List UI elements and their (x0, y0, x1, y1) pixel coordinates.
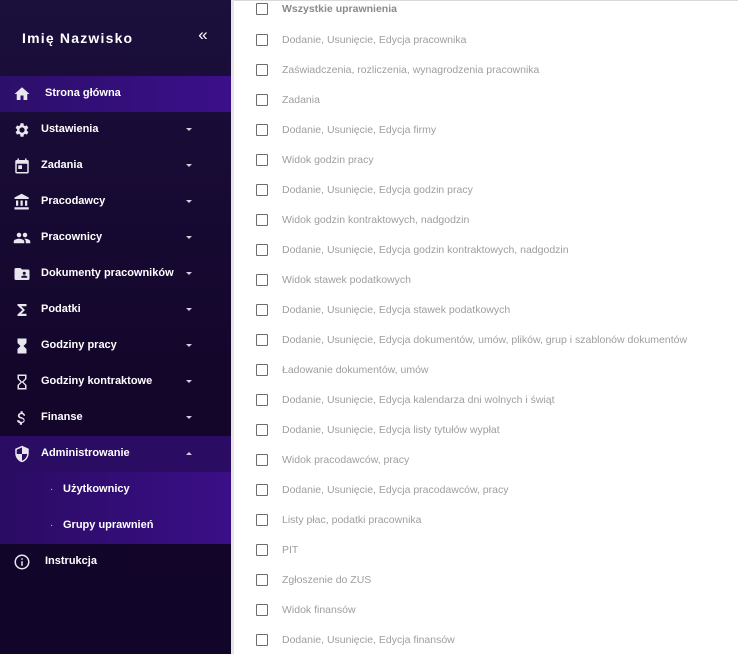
chevron-down-icon (186, 128, 192, 131)
permission-row[interactable] (234, 534, 738, 564)
permission-checkbox[interactable] (256, 454, 268, 466)
sidebar-item-label: Pracownicy (41, 231, 103, 243)
sidebar-item-godziny-pracy[interactable] (0, 328, 231, 364)
sidebar-item-ustawienia[interactable] (0, 112, 231, 148)
chevron-down-icon (186, 164, 192, 167)
permission-label: Zaświadczenia, rozliczenia, wynagrodzenia pracownika (282, 64, 540, 76)
chevron-down-icon (186, 200, 192, 203)
hourglass-filled-icon (13, 337, 31, 355)
chevron-up-icon (186, 452, 192, 455)
permission-checkbox[interactable] (256, 34, 268, 46)
permission-checkbox[interactable] (256, 154, 268, 166)
bank-icon (13, 193, 31, 211)
sidebar-item-pracodawcy[interactable] (0, 184, 231, 220)
folder-icon (13, 265, 31, 283)
permission-checkbox[interactable] (256, 484, 268, 496)
sidebar-item-godziny-kontraktowe[interactable] (0, 364, 231, 400)
permission-row[interactable] (234, 24, 738, 54)
sidebar-subitem-grupy-uprawnien[interactable] (0, 508, 231, 544)
permission-checkbox[interactable] (256, 274, 268, 286)
permission-checkbox[interactable] (256, 64, 268, 76)
sidebar-item-label: Zadania (41, 159, 83, 171)
permission-row[interactable] (234, 324, 738, 354)
sidebar-item-dokumenty-pracownikow[interactable] (0, 256, 231, 292)
permission-checkbox[interactable] (256, 514, 268, 526)
permission-row[interactable] (234, 84, 738, 114)
shield-icon (13, 445, 31, 463)
permission-label: Widok stawek podatkowych (282, 274, 411, 286)
sidebar-subitem-label: Użytkownicy (63, 483, 130, 495)
sidebar-item-label: Ustawienia (41, 123, 99, 135)
permission-label: Wszystkie uprawnienia (282, 3, 397, 15)
permission-row[interactable] (234, 504, 738, 534)
permission-row[interactable] (234, 384, 738, 414)
permission-checkbox[interactable] (256, 304, 268, 316)
permission-label: Widok pracodawców, pracy (282, 454, 410, 466)
info-icon (13, 553, 31, 571)
permission-checkbox[interactable] (256, 364, 268, 376)
hourglass-outline-icon (13, 373, 31, 391)
chevron-down-icon (186, 272, 192, 275)
permission-checkbox[interactable] (256, 124, 268, 136)
permission-row[interactable] (234, 294, 738, 324)
chevron-down-icon (186, 380, 192, 383)
collapse-sidebar-button[interactable]: « (198, 25, 208, 44)
permission-checkbox[interactable] (256, 424, 268, 436)
sidebar-item-label: Instrukcja (45, 555, 97, 567)
sidebar-item-label: Finanse (41, 411, 83, 423)
permission-label: PIT (282, 544, 299, 556)
permission-row-all[interactable] (234, 0, 738, 24)
chevron-down-icon (186, 416, 192, 419)
sidebar-item-instrukcja[interactable] (0, 544, 231, 580)
calendar-icon (13, 157, 31, 175)
home-icon (13, 85, 31, 103)
permission-row[interactable] (234, 264, 738, 294)
permission-label: Widok godzin kontraktowych, nadgodzin (282, 214, 470, 226)
permission-label: Dodanie, Usunięcie, Edycja godzin pracy (282, 184, 473, 196)
permission-row[interactable] (234, 144, 738, 174)
permission-checkbox[interactable] (256, 3, 268, 15)
sidebar-subitem-label: Grupy uprawnień (63, 519, 154, 531)
dollar-icon (13, 409, 31, 427)
permission-checkbox[interactable] (256, 634, 268, 646)
permission-label: Listy płac, podatki pracownika (282, 514, 422, 526)
permission-label: Dodanie, Usunięcie, Edycja kalendarza dni wolnych i świąt (282, 394, 555, 406)
sidebar-item-label: Godziny kontraktowe (41, 375, 153, 387)
sidebar (0, 0, 231, 654)
permission-checkbox[interactable] (256, 244, 268, 256)
permission-checkbox[interactable] (256, 604, 268, 616)
permission-row[interactable] (234, 54, 738, 84)
permission-label: Dodanie, Usunięcie, Edycja pracownika (282, 34, 467, 46)
permission-label: Dodanie, Usunięcie, Edycja listy tytułów wypłat (282, 424, 500, 436)
sidebar-item-administrowanie[interactable] (0, 436, 231, 472)
sidebar-subitem-uzytkownicy[interactable] (0, 472, 231, 508)
sigma-icon (13, 301, 31, 319)
permission-checkbox[interactable] (256, 214, 268, 226)
gear-icon (13, 121, 31, 139)
sidebar-item-label: Administrowanie (41, 447, 130, 459)
permission-label: Dodanie, Usunięcie, Edycja finansów (282, 634, 455, 646)
permission-row[interactable] (234, 474, 738, 504)
permission-row[interactable] (234, 174, 738, 204)
permission-checkbox[interactable] (256, 334, 268, 346)
permission-row[interactable] (234, 594, 738, 624)
permission-checkbox[interactable] (256, 184, 268, 196)
sidebar-item-podatki[interactable] (0, 292, 231, 328)
permission-checkbox[interactable] (256, 94, 268, 106)
bullet-icon: · (50, 520, 54, 531)
sidebar-item-label: Podatki (41, 303, 81, 315)
sidebar-header (0, 0, 231, 76)
user-name: Imię Nazwisko (22, 30, 134, 46)
permission-row[interactable] (234, 114, 738, 144)
permission-checkbox[interactable] (256, 574, 268, 586)
permission-label: Widok finansów (282, 604, 356, 616)
permission-checkbox[interactable] (256, 394, 268, 406)
permission-label: Dodanie, Usunięcie, Edycja godzin kontraktowych, nadgodzin (282, 244, 569, 256)
bullet-icon: · (50, 484, 54, 495)
sidebar-item-label: Dokumenty pracowników (41, 267, 174, 279)
permission-label: Ładowanie dokumentów, umów (282, 364, 429, 376)
permission-checkbox[interactable] (256, 544, 268, 556)
chevron-down-icon (186, 236, 192, 239)
sidebar-item-zadania[interactable] (0, 148, 231, 184)
admin-submenu (0, 472, 231, 544)
chevron-down-icon (186, 308, 192, 311)
sidebar-item-finanse[interactable] (0, 400, 231, 436)
sidebar-item-label: Godziny pracy (41, 339, 117, 351)
permission-row[interactable] (234, 624, 738, 654)
permissions-list (234, 0, 738, 654)
sidebar-item-pracownicy[interactable] (0, 220, 231, 256)
permission-row[interactable] (234, 354, 738, 384)
permission-row[interactable] (234, 444, 738, 474)
sidebar-item-label: Pracodawcy (41, 195, 106, 207)
permission-row[interactable] (234, 414, 738, 444)
permission-label: Dodanie, Usunięcie, Edycja pracodawców, pracy (282, 484, 509, 496)
sidebar-nav (0, 76, 231, 580)
permission-label: Dodanie, Usunięcie, Edycja firmy (282, 124, 437, 136)
sidebar-item-label: Strona główna (45, 87, 121, 99)
permission-label: Dodanie, Usunięcie, Edycja stawek podatkowych (282, 304, 511, 316)
permission-label: Zadania (282, 94, 320, 106)
chevron-down-icon (186, 344, 192, 347)
permission-row[interactable] (234, 204, 738, 234)
permission-row[interactable] (234, 234, 738, 264)
permission-row[interactable] (234, 564, 738, 594)
permission-label: Dodanie, Usunięcie, Edycja dokumentów, umów, plików, grup i szablonów dokumentów (282, 334, 688, 346)
admin-subitems (0, 472, 231, 544)
people-icon (13, 229, 31, 247)
permission-label: Zgłoszenie do ZUS (282, 574, 372, 586)
permission-label: Widok godzin pracy (282, 154, 374, 166)
sidebar-item-strona-glowna[interactable] (0, 76, 231, 112)
